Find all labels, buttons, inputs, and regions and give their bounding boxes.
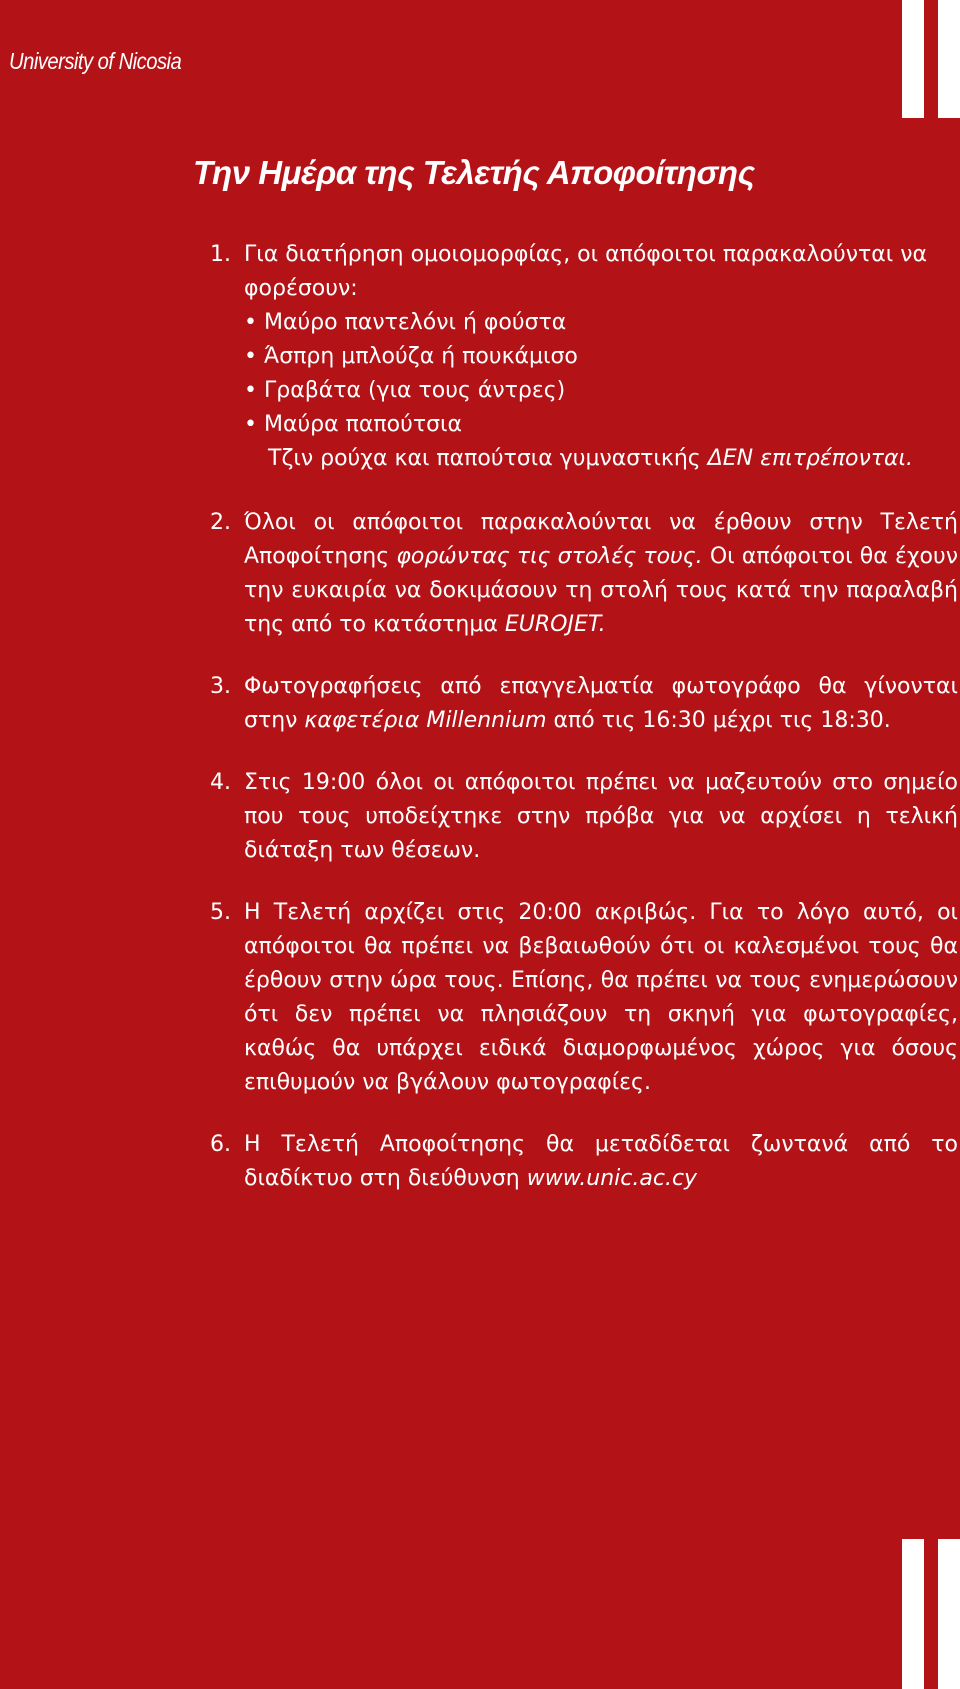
item-emphasis: EUROJET. <box>504 612 606 637</box>
item-number: 6. <box>210 1132 231 1157</box>
item-text: Στις 19:00 όλοι οι απόφοιτοι πρέπει να μαζευτούν στο σημείο που τους υποδείχτηκε στην πρόβα για να αρχίσει η τελική διάταξη των θέσεων. <box>244 770 958 863</box>
stripe <box>938 1539 960 1689</box>
bullet-item: • Άσπρη μπλούζα ή πουκάμισο <box>244 344 578 369</box>
item-number: 4. <box>210 770 231 795</box>
list-item <box>210 896 958 1100</box>
list-item <box>210 1128 958 1196</box>
stripe <box>902 0 924 118</box>
item-emphasis: καφετέρια Millennium <box>304 708 547 733</box>
page-title: Την Ημέρα της Τελετής Αποφοίτησης <box>193 154 755 191</box>
list-item <box>210 238 958 476</box>
stripe <box>938 0 960 118</box>
item-number: 2. <box>210 510 231 535</box>
list-item <box>210 670 958 738</box>
university-brand: University of Nicosia <box>9 48 182 74</box>
list-item <box>210 766 958 868</box>
item-text: Φωτογραφήσεις από επαγγελματία φωτογράφο θα γίνονται στην <box>244 674 958 733</box>
item-number: 5. <box>210 900 231 925</box>
item-text: Η Τελετή Αποφοίτησης θα μεταδίδεται ζωντανά από το διαδίκτυο στη διεύθυνση <box>244 1132 958 1191</box>
item-number: 3. <box>210 674 231 699</box>
dress-note-text: Τζιν ρούχα και παπούτσια γυμναστικής <box>268 446 708 471</box>
decorative-stripes-top <box>902 0 960 118</box>
item-text: Για διατήρηση ομοιομορφίας, οι απόφοιτοι παρακαλούνται να φορέσουν: <box>244 242 927 301</box>
stripe <box>902 1539 924 1689</box>
item-text: Η Τελετή αρχίζει στις 20:00 ακριβώς. Για το λόγο αυτό, οι απόφοιτοι θα πρέπει να βεβαιωθούν ότι οι καλεσμένοι τους θα έρθουν στην ώρα τους. Επίσης, θα πρέπει να τους ενημερώσουν ότι δεν πρέπει να πλησιάζουν τη σκηνή για φωτογραφίες, καθώς θα υπάρχει ειδικά διαμορφωμένος χώρος για όσους επιθυμούν να βγάλουν φωτογραφίες. <box>244 900 958 1095</box>
bullet-item: • Μαύρα παπούτσια <box>244 412 462 437</box>
item-text: από τις 16:30 μέχρι τις 18:30. <box>546 708 891 733</box>
website-link[interactable]: www.unic.ac.cy <box>526 1166 698 1191</box>
bullet-item: • Γραβάτα (για τους άντρες) <box>244 378 566 403</box>
bullet-item: • Μαύρο παντελόνι ή φούστα <box>244 310 567 335</box>
item-text: Όλοι οι απόφοιτοι παρακαλούνται να έρθουν στην Τελετή Αποφοίτησης <box>244 510 958 569</box>
instructions-list <box>210 238 958 1224</box>
list-item <box>210 506 958 642</box>
dress-note-emphasis: ΔΕΝ επιτρέπονται. <box>707 446 913 471</box>
item-text: Οι απόφοιτοι θα έχουν την ευκαιρία να δοκιμάσουν τη στολή τους κατά την παραλαβή της από το κατάστημα <box>244 544 959 637</box>
decorative-stripes-bottom <box>902 1539 960 1689</box>
dress-note <box>244 442 958 476</box>
item-emphasis: φορώντας τις στολές τους. <box>396 544 703 569</box>
item-number: 1. <box>210 242 231 267</box>
